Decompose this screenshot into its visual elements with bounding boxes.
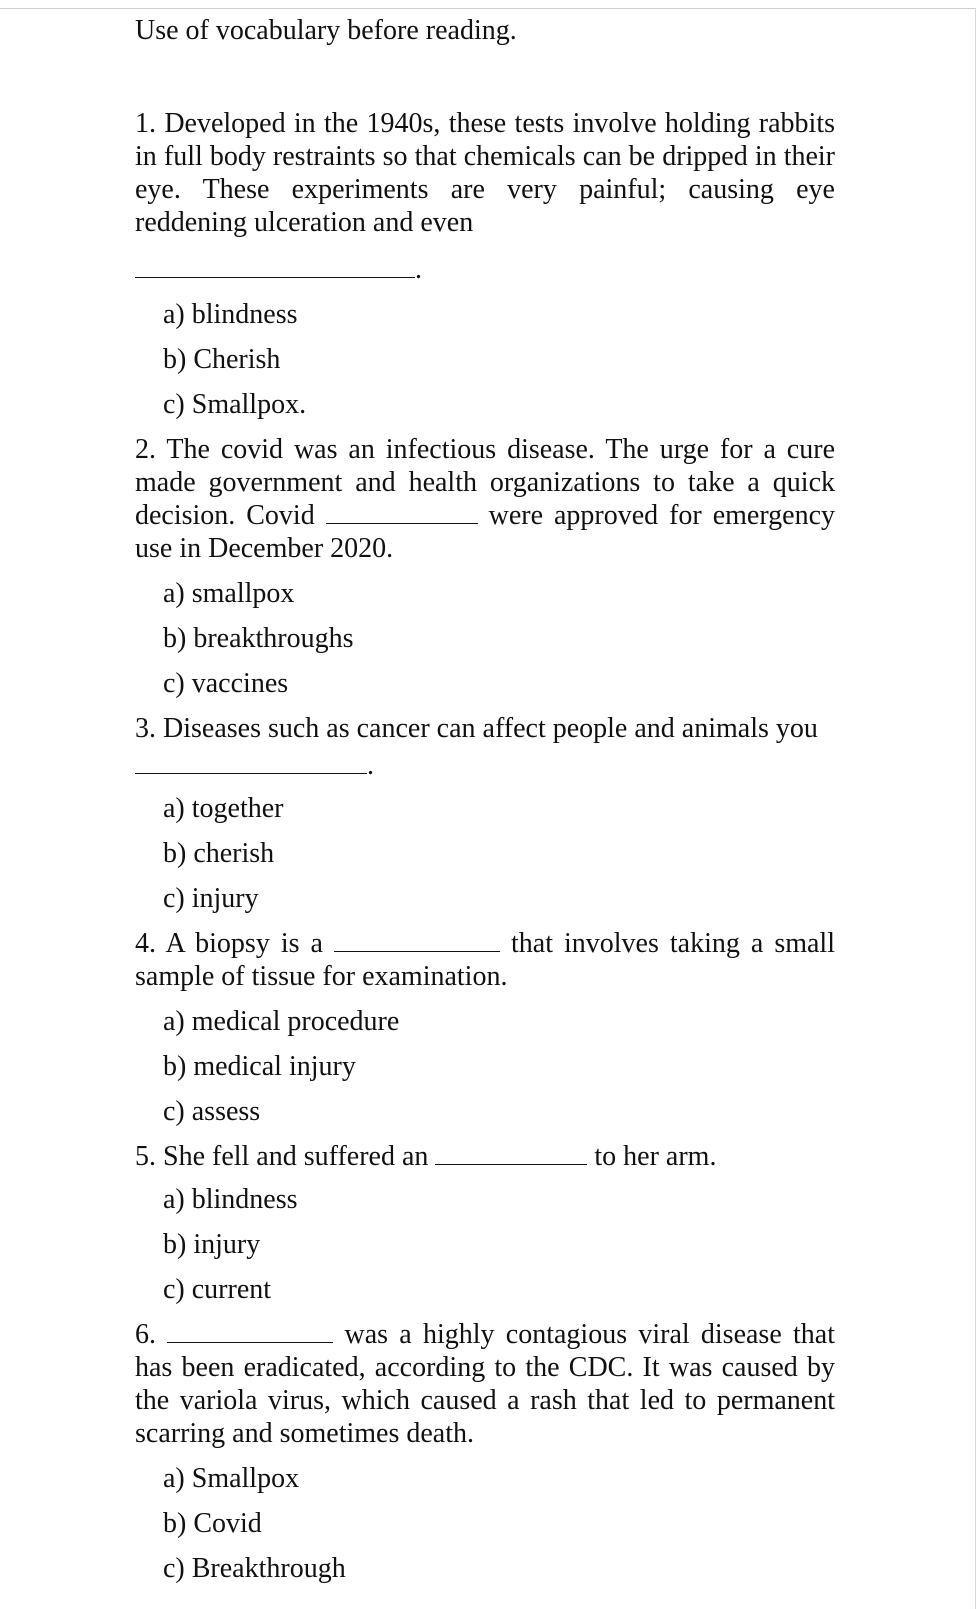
question-6 <box>135 1318 835 1597</box>
question-2 <box>135 433 835 712</box>
question-number: 5. <box>135 1141 156 1172</box>
question-text: Diseases such as cancer can affect people and animals you <box>163 713 818 744</box>
question-number: 3. <box>135 713 156 744</box>
option-b: b) medical injury <box>163 1051 356 1082</box>
question-text: Developed in the 1940s, these tests involve holding rabbits in full body restraints so that chemicals can be dripped in their eye. These experiments are very painful; causing eye reddening ulceration and even <box>135 108 835 238</box>
option-b: b) breakthroughs <box>163 623 354 654</box>
question-1-options <box>135 298 835 433</box>
option-c: c) Breakthrough <box>163 1553 346 1584</box>
option-a: a) Smallpox <box>163 1463 300 1494</box>
option-c: c) Smallpox. <box>163 389 307 420</box>
question-5-options <box>135 1183 835 1318</box>
question-2-stem <box>135 433 835 565</box>
option-c: c) current <box>163 1274 272 1305</box>
option-a: a) medical procedure <box>163 1006 400 1037</box>
option-b: b) Cherish <box>163 344 281 375</box>
question-text: She fell and suffered an <box>163 1141 429 1172</box>
question-3-options <box>135 792 835 927</box>
question-1-stem <box>135 107 835 239</box>
top-divider <box>0 8 976 9</box>
option-b: b) Covid <box>163 1508 262 1539</box>
question-text-end: to her arm. <box>594 1141 717 1172</box>
option-c: c) injury <box>163 883 259 914</box>
option-c: c) vaccines <box>163 668 289 699</box>
question-5-stem <box>135 1140 835 1173</box>
answer-blank <box>326 501 478 524</box>
question-text-end: . <box>415 254 422 285</box>
option-b: b) injury <box>163 1229 261 1260</box>
answer-blank <box>435 1142 587 1165</box>
answer-blank <box>167 1320 333 1343</box>
question-text: The covid was an infectious disease. The urge for a cure made government and health organizations to take a quick decision. Covid <box>135 434 835 531</box>
question-number: 1. <box>135 108 156 139</box>
question-number: 6. <box>135 1319 156 1350</box>
question-text: was a highly contagious viral disease that has been eradicated, according to the CDC. It was caused by the variola virus, which caused a rash that led to permanent scarring and sometimes death. <box>135 1319 835 1449</box>
question-4-stem <box>135 927 835 993</box>
option-a: a) smallpox <box>163 578 295 609</box>
question-3 <box>135 712 835 927</box>
answer-blank <box>135 255 415 278</box>
question-number: 2. <box>135 434 156 465</box>
question-text-end: that involves taking a small sample of tissue for examination. <box>135 928 835 992</box>
question-number: 4. <box>135 928 156 959</box>
question-1 <box>135 107 835 433</box>
option-b: b) cherish <box>163 838 275 869</box>
answer-blank <box>135 751 367 774</box>
worksheet-content <box>135 14 835 1597</box>
question-5 <box>135 1140 835 1318</box>
answer-blank-line <box>135 253 835 286</box>
question-6-stem <box>135 1318 835 1450</box>
question-text: A biopsy is a <box>165 928 323 959</box>
question-4 <box>135 927 835 1140</box>
question-3-stem <box>135 712 835 745</box>
question-2-options <box>135 577 835 712</box>
question-6-options <box>135 1462 835 1597</box>
option-a: a) blindness <box>163 299 298 330</box>
option-a: a) together <box>163 793 284 824</box>
question-text-end: were approved for emergency use in December 2020. <box>135 500 836 564</box>
option-c: c) assess <box>163 1096 261 1127</box>
option-a: a) blindness <box>163 1184 298 1215</box>
question-4-options <box>135 1005 835 1140</box>
worksheet-heading: Use of vocabulary before reading. <box>135 15 517 46</box>
answer-blank-line <box>135 749 835 782</box>
question-text-end: . <box>367 750 374 781</box>
answer-blank <box>334 929 500 952</box>
